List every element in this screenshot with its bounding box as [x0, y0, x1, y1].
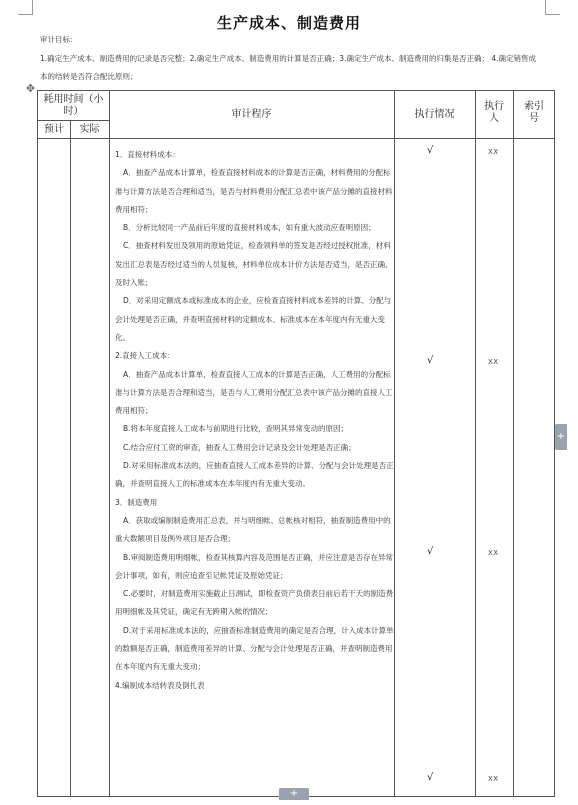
procedure-paragraph: C.必要时，对制造费用实施截止日测试，即检查资产负债表日前后若干天的制造费用明细帐及其凭证，确定有无跨期入帐的情况；: [115, 589, 394, 617]
executor-2: XX: [488, 358, 499, 366]
header-actual: 实际: [79, 124, 100, 135]
procedure-paragraph: B．分析比较同一产品前后年度的直接材料成本，如有重大波动应查明原因；: [123, 223, 376, 233]
table-divider: [109, 91, 110, 796]
header-executor: 执行人: [484, 101, 504, 124]
procedure-paragraph: A．获取或编制制造费用汇总表，并与明细帐、总帐核对相符，抽查制造费用中的重大数额项目及例外项目是否合理；: [115, 515, 391, 544]
procedure-paragraph: 4.编制成本结转表及倒扎表: [115, 680, 205, 690]
table-divider: [475, 91, 476, 796]
procedure-paragraph: D．对采用定额成本或标准成本的企业，应检查直接材料成本差异的计算、分配与会计处理是否正确，并查明直接材料的定额成本、标准成本在本年度内有无重大变化。: [115, 296, 392, 342]
header-status: 执行情况: [414, 109, 455, 120]
executor-1: XX: [488, 148, 499, 156]
header-index: 索引号: [524, 101, 544, 124]
table-move-handle-icon[interactable]: ✥: [25, 82, 36, 95]
status-check-1: √: [427, 145, 434, 156]
status-check-3: √: [427, 546, 434, 557]
add-icon: +: [289, 788, 299, 799]
procedure-paragraph: C.结合应付工资的审查，抽查人工费用会计记录及会计处理是否正确；: [123, 442, 356, 452]
table-divider: [38, 138, 555, 139]
audit-goal-label: 审计目标：: [40, 35, 78, 44]
add-column-tab[interactable]: [555, 424, 567, 450]
table-divider: [70, 120, 71, 796]
audit-procedure-table[interactable]: [37, 90, 555, 797]
table-divider: [513, 91, 514, 796]
procedure-paragraph: B.审阅制造费用明细帐，检查其核算内容及范围是否正确，并应注意是否存在异常会计事项，如有，则应追查至记帐凭证及原始凭证；: [115, 552, 394, 580]
status-check-2: √: [427, 355, 434, 366]
header-hours: 耗用时间（小时）: [43, 94, 104, 117]
procedure-content: [115, 146, 397, 695]
executor-4: XX: [488, 775, 499, 783]
add-icon: +: [556, 431, 566, 442]
procedure-paragraph: D.对于采用标准成本法的，应抽查标准制造费用的确定是否合理，计入成本计算单的数额是否正确，制造费用差异的计算、分配与会计处理是否正确，并查明制造费用在本年度内有无重大变动；: [115, 625, 394, 672]
procedure-paragraph: 1．直接材料成本：: [115, 150, 180, 159]
table-divider: [38, 120, 109, 121]
header-planned: 预计: [44, 124, 64, 135]
procedure-paragraph: A．抽查产品成本计算单，检查直接人工成本的计算是否正确，人工费用的分配标准与计算方法是否合理和适当，是否与人工费用分配汇总表中该产品分摊的直接人工费用相符；: [115, 369, 393, 416]
procedure-paragraph: C．抽查材料发出及领用的原始凭证，检查领料单的签发是否经过授权批准，材料发出汇总表是否经过适当的人员复核，材料单位成本计价方法是否适当，是否正确、及时入账；: [115, 241, 393, 288]
audit-goal-text: 1.确定生产成本、制造费用的记录是否完整；2.确定生产成本、制造费用的计算是否正确；3.确定生产成本、制造费用的归集是否正确； 4.确定销售成本的结转是否符合配比原则；: [40, 54, 537, 81]
procedure-paragraph: A．抽查产品成本计算单，检查直接材料成本的计算是否正确，材料费用的分配标准与计算方法是否合理和适当，是否与材料费用分配汇总表中该产品分摊的直接材料费用相符；: [115, 168, 393, 214]
procedure-paragraph: D.对采用标准成本法的，应抽查直接人工成本差异的计算、分配与会计处理是否正确，并查明直接人工的标准成本在本年度内有无重大变动。: [115, 461, 394, 489]
status-check-4: √: [427, 772, 434, 783]
procedure-paragraph: 2.直接人工成本：: [115, 351, 175, 361]
header-procedure: 审计程序: [231, 109, 272, 120]
executor-3: XX: [488, 549, 499, 557]
procedure-paragraph: 3．制造费用: [115, 497, 158, 507]
procedure-paragraph: B.将本年度直接人工成本与前期进行比较，查明其异常变动的原因；: [123, 424, 349, 434]
add-row-tab[interactable]: [279, 788, 309, 800]
document-title: 生产成本、制造费用: [216, 14, 361, 32]
